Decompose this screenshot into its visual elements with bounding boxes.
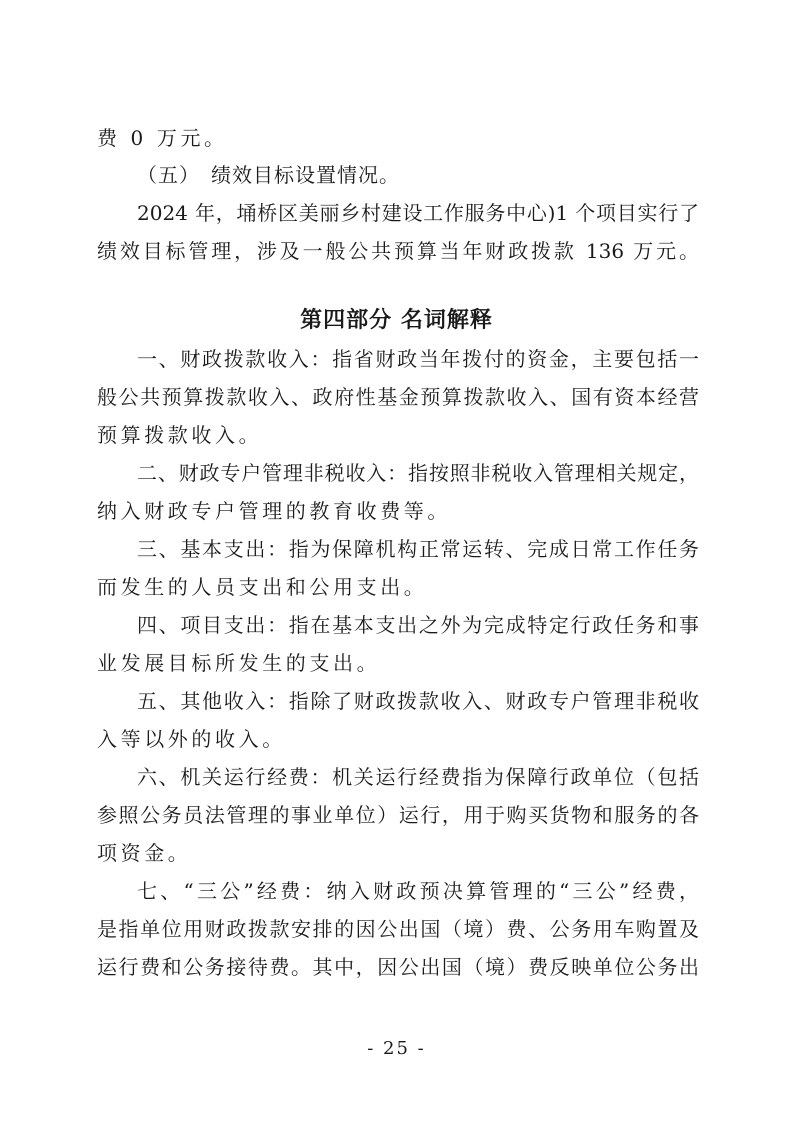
paragraph-line: 2024 年，埇桥区美丽乡村建设工作服务中心)1 个项目实行了 <box>137 201 699 225</box>
term-2-line: 二、财政专户管理非税收入：指按照非税收入管理相关规定， <box>137 461 699 485</box>
term-6-line: 项资金。 <box>97 841 192 865</box>
term-7-line: 是指单位用财政拨款安排的因公出国（境）费、公务用车购置及 <box>97 917 699 941</box>
term-1-line: 预算拨款收入。 <box>97 423 263 447</box>
term-5-line: 五、其他收入：指除了财政拨款收入、财政专户管理非税收 <box>137 689 699 713</box>
term-4-line: 业发展目标所发生的支出。 <box>97 651 381 675</box>
term-4-line: 四、项目支出：指在基本支出之外为完成特定行政任务和事 <box>137 613 699 637</box>
term-1-line: 般公共预算拨款收入、政府性基金预算拨款收入、国有资本经营 <box>97 385 699 409</box>
paragraph-line: 绩效目标管理，涉及一般公共预算当年财政拨款 136 万元。 <box>97 239 699 263</box>
term-3-line: 而发生的人员支出和公用支出。 <box>97 575 428 599</box>
term-3-line: 三、基本支出：指为保障机构正常运转、完成日常工作任务 <box>137 537 699 561</box>
section-title: 第四部分 名词解释 <box>300 308 493 333</box>
section-five-heading: （五） 绩效目标设置情况。 <box>137 163 400 187</box>
term-6-line: 参照公务员法管理的事业单位）运行，用于购买货物和服务的各 <box>97 803 699 827</box>
term-2-line: 纳入财政专户管理的教育收费等。 <box>97 499 451 523</box>
term-7-line: 运行费和公务接待费。其中，因公出国（境）费反映单位公务出 <box>97 955 699 979</box>
term-6-line: 六、机关运行经费：机关运行经费指为保障行政单位（包括 <box>137 765 699 789</box>
term-7-line: 七、“三公”经费：纳入财政预决算管理的“三公”经费， <box>137 879 699 903</box>
paragraph-line: 费 0 万元。 <box>97 126 228 150</box>
term-5-line: 入等以外的收入。 <box>97 727 286 751</box>
page-number: - 25 - <box>367 1038 426 1059</box>
term-1-line: 一、财政拨款收入：指省财政当年拨付的资金，主要包括一 <box>137 347 699 371</box>
